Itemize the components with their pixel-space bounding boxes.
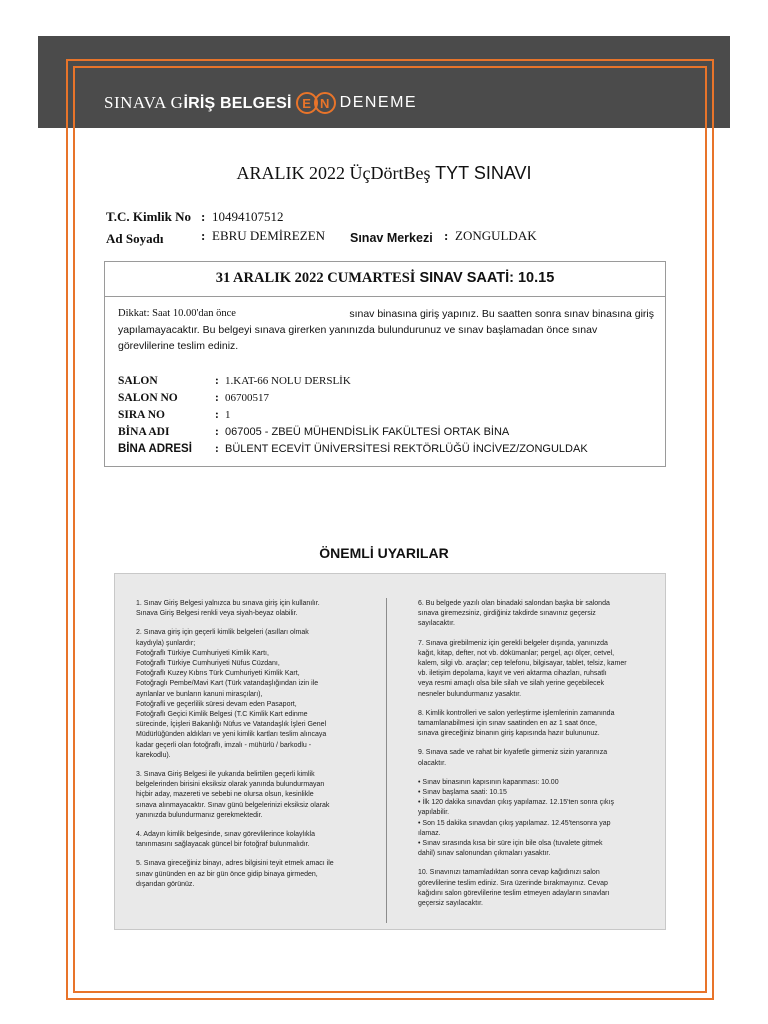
warning-line: kaydıyla) şunlardır; bbox=[136, 639, 196, 647]
warning-line: sınava giremezsiniz, girdiğiniz takdirde sınavınız geçersiz bbox=[418, 610, 596, 618]
warning-right-item-3 bbox=[418, 709, 654, 740]
warning-line: 3. Sınava Giriş Belgesi ile yukarıda belirtilen geçerli kimlik bbox=[136, 771, 315, 779]
warning-line: tanınmasını sağlayacak güncel bir fotoğraf bulunmalıdır. bbox=[136, 841, 310, 849]
warning-right-item-5 bbox=[418, 778, 654, 860]
warning-line: 5. Sınava gireceğiniz binayı, adres bilgisini teyit etmek amacı ile bbox=[136, 860, 334, 868]
center-colon: : bbox=[444, 228, 449, 243]
warnings-divider bbox=[386, 598, 387, 923]
brand-title: SINAVA GİRİŞ BELGESİ bbox=[104, 93, 292, 112]
warning-line: kadar geçerli olan fotoğraflı, imzalı - mühürlü / barkodlu - bbox=[136, 741, 312, 749]
session-divider bbox=[105, 296, 665, 297]
warning-left-item-5 bbox=[136, 859, 376, 890]
warning-line: hiçbir aday, mazereti ve sebebi ne olursa olsun, kesinlikle bbox=[136, 791, 314, 799]
warning-line: Fotoğrafli ve geçerlilik süresi devam eden Pasaport, bbox=[136, 700, 297, 708]
warning-line: ılamaz. bbox=[418, 829, 441, 837]
warning-right-item-1 bbox=[418, 599, 654, 630]
warning-line: nesneler bulundurmanız yasaktır. bbox=[418, 690, 522, 698]
warning-line: ayrılanlar ve bunların kanuni mirasçıları), bbox=[136, 690, 263, 698]
warning-line: Fotoğraflı Kuzey Kıbrıs Türk Cumhuriyeti Kimlik Kart, bbox=[136, 670, 300, 678]
warning-line: Fotoğraglı Pembe/Mavi Kart (Türk vatandaşlığından izin ile bbox=[136, 680, 319, 688]
warning-line: 7. Sınava girebilmeniz için gerekli belgeler dışında, yanınızda bbox=[418, 639, 608, 647]
warning-line: yapılabilir. bbox=[418, 809, 450, 817]
warning-line: tamamlanabilmesi için sınav saatinden en az 1 saat önce, bbox=[418, 720, 597, 728]
warning-right-item-2 bbox=[418, 639, 654, 700]
warnings-title: ÖNEMLİ UYARILAR bbox=[319, 545, 449, 561]
warning-line: vb. iletişim depolama, kayıt ve veri aktarma cihazları, ruhsatlı bbox=[418, 670, 607, 678]
exam-title: ARALIK 2022 ÜçDörtBeş TYT SINAVI bbox=[236, 163, 532, 183]
warning-left-item-1 bbox=[136, 599, 376, 619]
tc-colon: : bbox=[201, 209, 206, 224]
warning-line: • Sınav binasının kapısının kapanması: 10.00 bbox=[418, 778, 559, 786]
warning-line: sayılacaktır. bbox=[418, 620, 455, 628]
warning-line: • Son 15 dakika sınavdan çıkış yapılamaz. 12.45'tensonra yap bbox=[418, 819, 611, 827]
warning-line: belgelerinden birisini eksiksiz olarak yanında bulundurmayan bbox=[136, 781, 325, 789]
brand-subtitle: DENEME bbox=[339, 94, 418, 111]
warning-line: 10. Sınavınızı tamamladıktan sonra cevap kağıdınızı salon bbox=[418, 869, 600, 877]
tc-value: 10494107512 bbox=[212, 209, 284, 224]
tc-label: T.C. Kimlik No bbox=[106, 209, 191, 224]
warning-line: yanınızda bulundurmanız gerekmektedir. bbox=[136, 811, 263, 819]
warning-line: Fotoğraflı Türkiye Cumhuriyeti Nüfus Cüzdanı, bbox=[136, 660, 280, 668]
warning-line: sürecinde, İçişleri Bakanlığı Nüfus ve Vatandaşlık İşleri Genel bbox=[136, 721, 327, 729]
warning-left-item-2 bbox=[136, 628, 376, 761]
brand-header bbox=[104, 88, 417, 118]
warning-line: 2. Sınava giriş için geçerli kimlik belgeleri (asılları olmak bbox=[136, 629, 309, 637]
warning-line: Sınava Giriş Belgesi renkli veya siyah-beyaz olabilir. bbox=[136, 610, 298, 618]
warning-line: dahil) sınav salonundan çıkmaları yasaktır. bbox=[418, 850, 551, 858]
warning-line: Fotoğraflı Geçici Kimlik Belgesi (T.C Kimlik Kart edinme bbox=[136, 711, 308, 719]
name-value: EBRU DEMİREZEN bbox=[212, 228, 326, 243]
warning-line: 9. Sınava sade ve rahat bir kıyafetle girmeniz sizin yararınıza bbox=[418, 749, 608, 757]
session-box: 31 ARALIK 2022 CUMARTESİ SINAV SAATİ: 10.15 Dikkat: Saat 10.00'dan önce sınav binasına giriş yapınız. Bu saatten sonra sınav binasına giriş yapılamayacaktır. Bu belgeyi sınava girerken yanınızda bulundurunuz ve sınav başlamadan önce sınav görevlilerine teslim ediniz. SALON : 1.KAT-66 NOLU DERSLİK SALON NO : 06700517 SIRA NO : 1 BİNA ADI : 067005 - ZBEÜ MÜHENDİSLİK FAKÜLTESİ ORTAK BİNA BİNA ADRESİ : BÜLENT ECEVİT ÜNİVERSİTESİ REKTÖRLÜĞÜ İNCİVEZ/ZONGULDAK bbox=[104, 261, 666, 467]
warning-line: 6. Bu belgede yazılı olan binadaki salondan başka bir salonda bbox=[418, 600, 610, 607]
warning-line: veya resmi amaçlı olsa bile silah ve silah yerine geçebilecek bbox=[418, 680, 604, 688]
name-label: Ad Soyadı bbox=[106, 231, 164, 246]
warning-right-item-4 bbox=[418, 748, 654, 768]
session-title: 31 ARALIK 2022 CUMARTESİ SINAV SAATİ: 10.15 bbox=[215, 270, 555, 286]
warning-line: • İlk 120 dakika sınavdan çıkış yapılamaz. 12.15'ten sonra çıkış bbox=[418, 799, 614, 807]
center-label: Sınav Merkezi bbox=[350, 231, 433, 245]
warning-line: 4. Adayın kimlik belgesinde, sınav görevlilerince kolaylıkla bbox=[136, 831, 315, 839]
warning-line: • Sınav başlama saati: 10.15 bbox=[418, 789, 507, 797]
center-value: ZONGULDAK bbox=[455, 228, 537, 243]
warning-line: olacaktır. bbox=[418, 759, 447, 767]
en-logo-icon: E N bbox=[296, 92, 332, 114]
warning-line: sınava alınmayacaktır. Sınav günü belgelerinizi eksiksiz olarak bbox=[136, 801, 330, 809]
warnings-right-column bbox=[418, 599, 654, 918]
warning-line: geçersiz sayılacaktır. bbox=[418, 900, 483, 908]
name-colon: : bbox=[201, 228, 206, 243]
warning-left-item-3 bbox=[136, 770, 376, 821]
warning-line: karekodlu). bbox=[136, 751, 171, 759]
warning-right-item-6 bbox=[418, 868, 654, 909]
warning-left-item-4 bbox=[136, 830, 376, 850]
warning-line: 1. Sınav Giriş Belgesi yalnızca bu sınava giriş için kullanılır. bbox=[136, 600, 320, 607]
warning-line: dışarıdan görünüz. bbox=[136, 880, 195, 888]
warning-line: 8. Kimlik kontrolleri ve salon yerleştirme işlemlerinin zamanında bbox=[418, 709, 615, 717]
warning-line: sınava gireceğiniz binanın giriş kapısında hazır bulununuz. bbox=[418, 730, 600, 738]
warning-line: kağıt, kitap, defter, not vb. dökümanlar; pergel, açı ölçer, cetvel, bbox=[418, 649, 615, 657]
warning-line: görevlilerine teslim ediniz. Sıra üzerinde bırakmayınız. Cevap bbox=[418, 879, 608, 887]
warning-line: sınav gününden en az bir gün önce gidip binaya girmeden, bbox=[136, 870, 318, 878]
warning-line: • Sınav sırasında kısa bir süre için bile olsa (tuvalete gitmek bbox=[418, 840, 603, 848]
warnings-left-column bbox=[136, 599, 376, 899]
warning-line: kağıdını salon görevlilerine teslim etmeyen adayların sınavları bbox=[418, 889, 610, 897]
warning-line: Müdürlüğünden aldıkları ve yeni kimlik kartları teslim alıncaya bbox=[136, 731, 327, 739]
session-notice: Dikkat: Saat 10.00'dan önce sınav binasına giriş yapınız. Bu saatten sonra sınav binasına giriş yapılamayacaktır. Bu belgeyi sınava girerken yanınızda bulundurunuz ve sınav başlamadan önce sınav görevlilerine teslim ediniz. bbox=[118, 308, 654, 352]
warning-line: kalem, silgi vb. araçlar; cep telefonu, bilgisayar, tablet, telsiz, kamer bbox=[418, 660, 627, 668]
warning-line: Fotoğraflı Türkiye Cumhuriyeti Kimlik Kartı, bbox=[136, 649, 269, 657]
